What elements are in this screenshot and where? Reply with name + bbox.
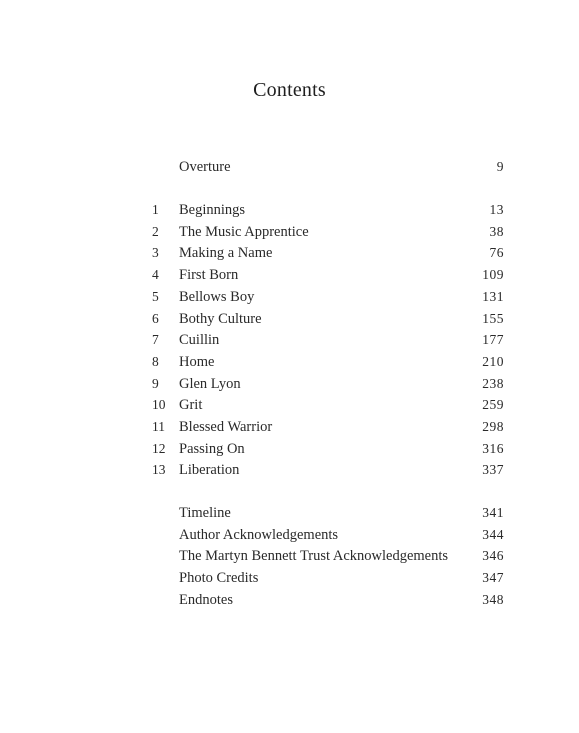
toc-entry (152, 287, 504, 307)
page-number: 13 (489, 202, 504, 217)
chapter-number: 3 (152, 245, 159, 261)
page-number: 238 (482, 375, 504, 391)
page-number: 76 (489, 245, 504, 261)
page-number: 316 (482, 440, 504, 456)
chapter-number: 6 (152, 310, 159, 326)
chapter-number: 10 (152, 397, 166, 413)
entry-title: Bothy Culture (179, 310, 262, 327)
entry-title: Grit (179, 397, 203, 414)
page-number: 337 (482, 462, 504, 478)
page-number: 210 (482, 353, 504, 369)
toc-entry (152, 568, 504, 588)
chapter-number: 8 (152, 353, 159, 369)
chapter-number: 7 (152, 332, 159, 348)
chapter-number: 12 (152, 440, 166, 456)
entry-title: Liberation (179, 462, 240, 479)
entry-title: Home (179, 353, 215, 370)
page-title: Contents (253, 79, 326, 101)
page-number: 109 (482, 267, 504, 283)
page-number: 259 (482, 397, 504, 413)
toc-entry (152, 460, 504, 480)
entry-title: Bellows Boy (179, 288, 255, 305)
entry-title: Blessed Warrior (179, 419, 273, 435)
chapter-number: 4 (152, 267, 159, 283)
toc-entry (152, 417, 504, 437)
page-number: 341 (482, 505, 504, 520)
page-number: 131 (482, 288, 504, 304)
page-number: 298 (482, 419, 504, 434)
chapter-number: 5 (152, 288, 159, 304)
entry-title: Cuillin (179, 332, 220, 349)
toc-entry (152, 243, 504, 263)
toc-entry (152, 330, 504, 350)
entry-title: The Martyn Bennett Trust Acknowledgements (179, 548, 449, 565)
entry-title: Photo Credits (179, 570, 259, 587)
entry-title: Glen Lyon (179, 375, 241, 392)
toc-entry (152, 157, 504, 177)
toc-entry (152, 200, 504, 220)
chapter-number: 1 (152, 202, 159, 217)
entry-title: The Music Apprentice (179, 223, 309, 240)
entry-title: Beginnings (179, 202, 246, 218)
entry-title: Timeline (179, 505, 231, 521)
page-number: 346 (482, 548, 504, 564)
chapter-number: 13 (152, 462, 166, 478)
chapter-number: 9 (152, 375, 159, 391)
chapter-number: 11 (152, 419, 165, 434)
toc-entry (152, 352, 504, 372)
toc-entry (152, 309, 504, 329)
entry-title: Passing On (179, 440, 245, 457)
toc-entry (152, 503, 504, 523)
entry-title: Making a Name (179, 245, 273, 262)
toc-entry (152, 222, 504, 242)
page-number: 38 (489, 223, 504, 239)
entry-title: First Born (179, 267, 239, 284)
toc-entry (152, 525, 504, 545)
toc-entry (152, 374, 504, 394)
entry-title: Endnotes (179, 591, 233, 608)
page-number: 348 (482, 591, 504, 607)
toc-entry (152, 590, 504, 610)
toc-entry (152, 395, 504, 415)
page-number: 9 (496, 159, 504, 174)
entry-title: Author Acknowledgements (179, 526, 339, 543)
page-number: 155 (482, 310, 504, 326)
chapter-number: 2 (152, 223, 159, 239)
toc-entry (152, 265, 504, 285)
page-number: 344 (482, 526, 504, 542)
toc-entry (152, 439, 504, 459)
entry-title: Overture (179, 159, 231, 175)
toc-entry (152, 546, 504, 566)
page-number: 177 (482, 332, 504, 348)
page-number: 347 (482, 570, 504, 586)
